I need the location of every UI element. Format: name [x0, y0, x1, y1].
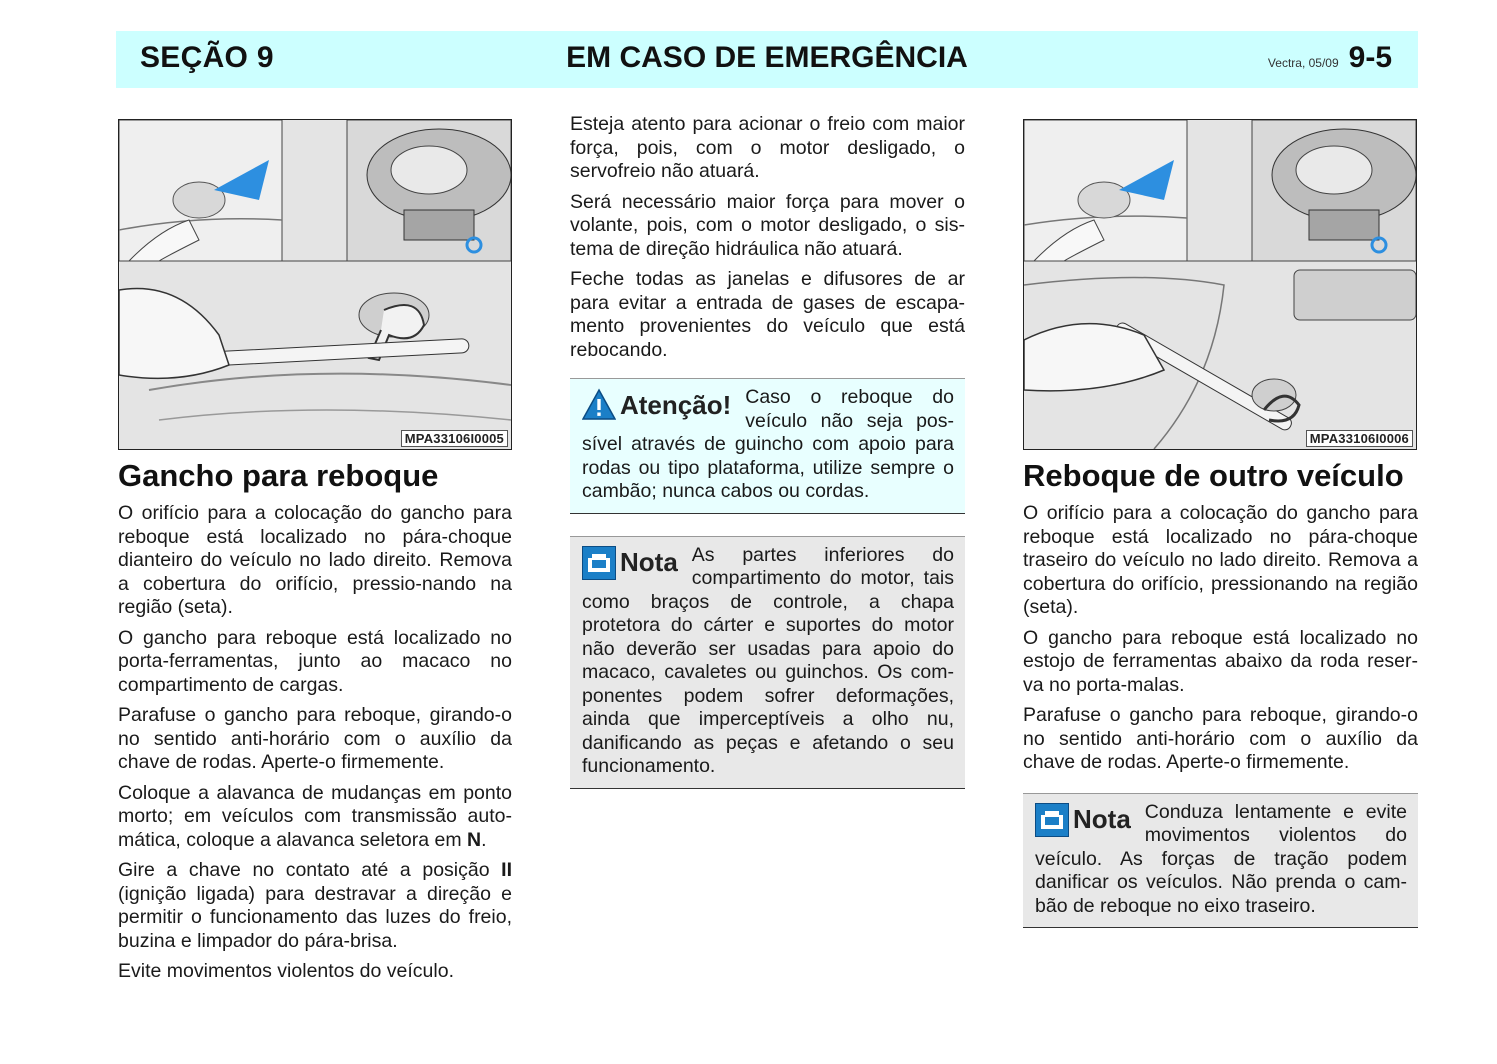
paragraph: O orifício para a colocação do gancho para reboque está localizado no pára-choque traseiro do veículo no lado direito. Remova a cobertura do orifício, pressionando na região (seta). — [1023, 502, 1418, 618]
warning-title: Atenção! — [620, 389, 732, 420]
paragraph: Parafuse o gancho para reboque, girando-o no sentido anti-horário com o auxílio da chave de rodas. Aperte-o firmemente. — [1023, 704, 1418, 773]
ignition-position-ii: II — [501, 859, 512, 881]
section-heading: Gancho para reboque — [118, 458, 439, 493]
note-text: Conduza lentamente e evite movimentos violentos do veículo. As forças de tração podem danificar os veículos. Não prenda o cam-bão de reboque no eixo traseiro. — [1035, 800, 1407, 917]
paragraph-text: (ignição ligada) para destravar a direção e permitir o funcionamento das luzes do freio, buzina e limpador do pára-brisa. — [118, 882, 512, 952]
right-column — [1023, 113, 1418, 928]
middle-column — [570, 113, 965, 789]
note-box — [570, 536, 965, 789]
figure-code: MPA33106I0005 — [401, 430, 508, 447]
paragraph: O gancho para reboque está localizado no estojo de ferramentas abaixo da roda reser-va no porta-malas. — [1023, 626, 1418, 696]
paragraph-text: Gire a chave no contato até a posição — [118, 859, 502, 881]
paragraph: Evite movimentos violentos do veículo. — [118, 960, 454, 982]
paragraph: O orifício para a colocação do gancho para reboque está localizado no pára-choque dianteiro do veículo no lado direito. Remova a cobertura do orifício, pressio-nando na região (seta). — [118, 502, 512, 618]
page-ref — [1268, 41, 1392, 75]
paragraph: Parafuse o gancho para reboque, girando-o no sentido anti-horário com o auxílio da chave de rodas. Aperte-o firmemente. — [118, 704, 512, 773]
note-icon — [1035, 803, 1069, 837]
warning-box — [570, 378, 965, 514]
warning-triangle-icon — [582, 388, 616, 422]
paragraph: Será necessário maior força para mover o volante, pois, com o motor desligado, o sis-tema de direção hidráulica não atuará. — [570, 190, 965, 260]
manual-reference: Vectra, 05/09 — [1267, 56, 1339, 70]
page-title: EM CASO DE EMERGÊNCIA — [566, 41, 968, 74]
paragraph: Esteja atento para acionar o freio com maior força, pois, com o motor desligado, o servofreio não atuará. — [570, 113, 965, 182]
note-label — [582, 546, 678, 580]
rear-tow-hook-illustration — [1023, 119, 1417, 450]
paragraph: O gancho para reboque está localizado no porta-ferramentas, junto ao macaco no compartimento de cargas. — [118, 626, 512, 696]
note-title: Nota — [1073, 804, 1131, 834]
note-box — [1023, 793, 1418, 929]
rear-bumper-drawing — [1024, 120, 1416, 449]
warning-text: Caso o reboque do veículo não seja pos-sível através de guincho com apoio para rodas ou tipo plataforma, utilize sempre o cambão; nunca cabos ou cordas. — [582, 386, 954, 502]
section-label: SEÇÃO 9 — [140, 41, 274, 74]
page-number: 9-5 — [1348, 41, 1392, 74]
left-column — [118, 113, 512, 991]
note-icon — [582, 546, 616, 580]
paragraph — [118, 782, 512, 853]
paragraph-text: . — [481, 828, 487, 851]
note-label — [1035, 803, 1131, 837]
front-tow-hook-illustration — [118, 119, 512, 450]
warning-label — [582, 388, 731, 422]
section-heading: Reboque de outro veículo — [1023, 458, 1404, 493]
gear-position-n: N — [467, 828, 482, 851]
paragraph-text: Coloque a alavanca de mudanças em ponto morto; em veículos com transmissão auto-mática, coloque a alavanca seletora em — [118, 781, 512, 851]
front-bumper-drawing — [119, 120, 511, 449]
figure-code: MPA33106I0006 — [1306, 430, 1413, 447]
paragraph: Feche todas as janelas e difusores de ar para evitar a entrada de gases de escapa-mento provenientes do veículo que está rebocando. — [570, 268, 965, 361]
note-text: As partes inferiores do compartimento do motor, tais como braços de controle, a chapa protetora do cárter e suportes do motor não deverão ser usadas para apoio do macaco, cavaletes ou guinchos. Os com-ponentes podem sofrer deformações, ainda que imperceptíveis a olho nu, danificando as peças e afetando o seu funcionamento. — [582, 543, 954, 777]
note-title: Nota — [620, 547, 678, 577]
page-header — [116, 31, 1418, 88]
paragraph — [118, 859, 512, 953]
